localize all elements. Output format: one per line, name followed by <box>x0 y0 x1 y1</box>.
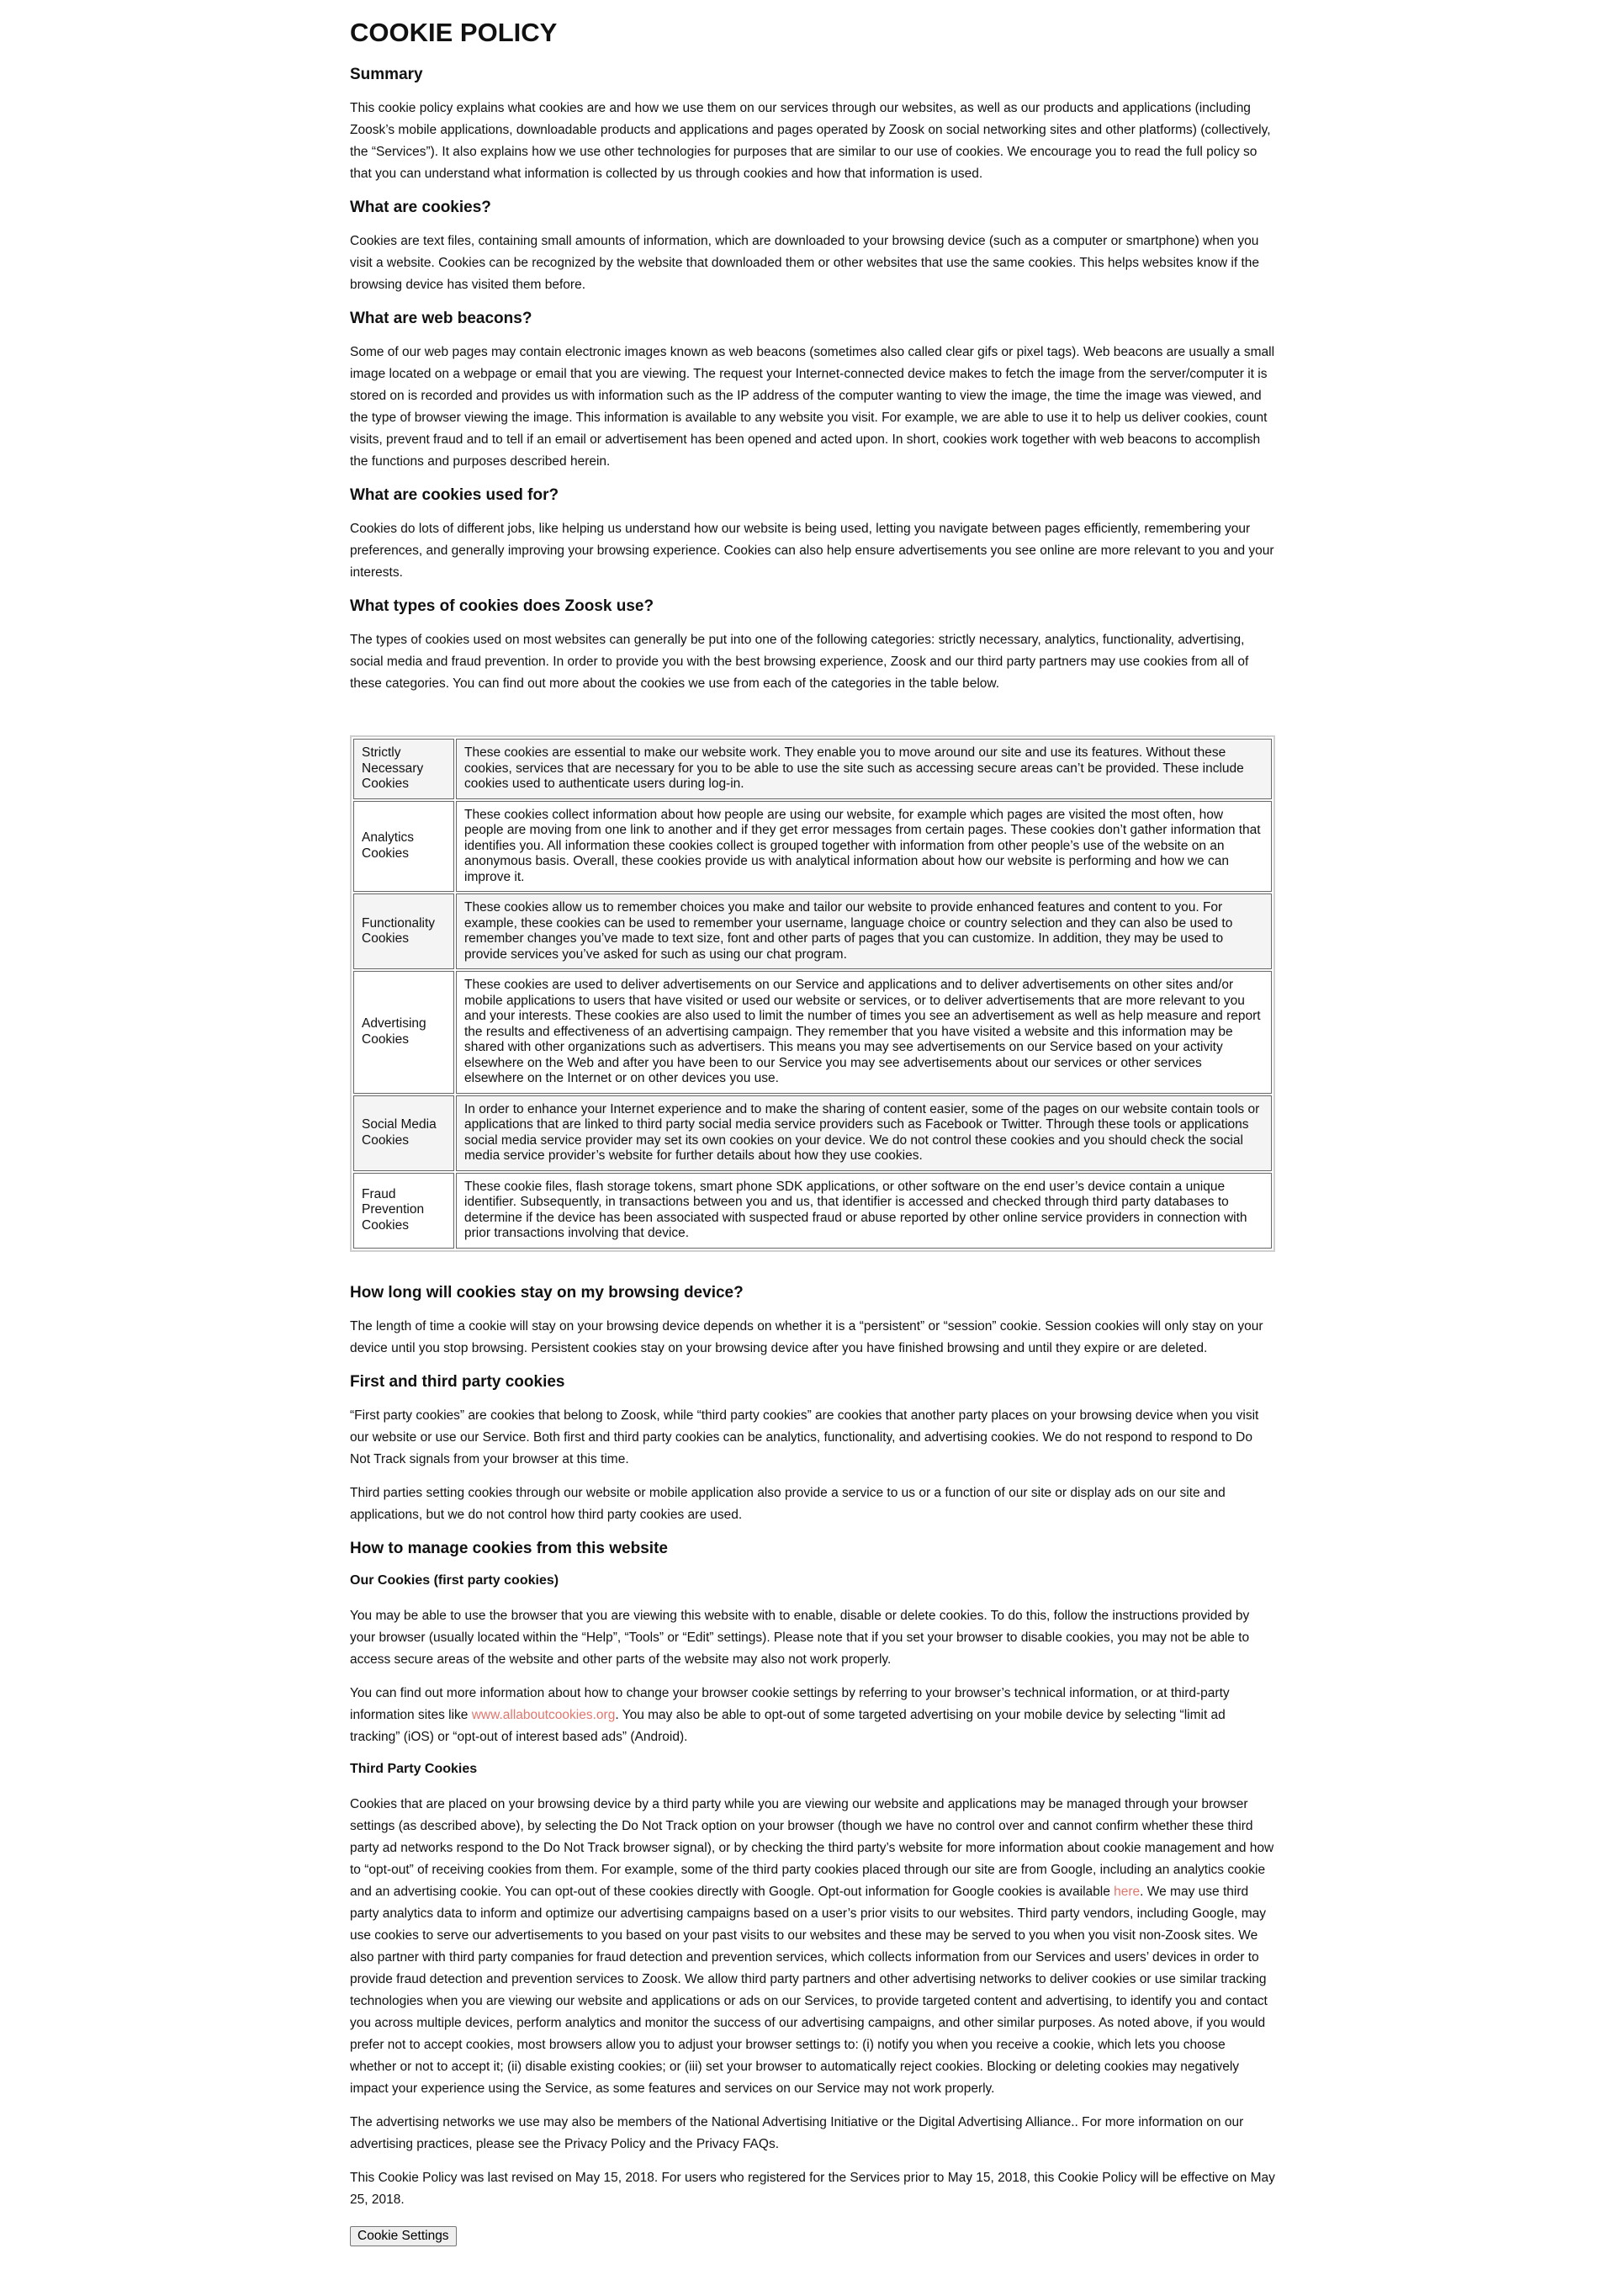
description-cell: In order to enhance your Internet experience and to make the sharing of content easier, some of the pages on our website contain tools or applications that are linked to third party social media service providers such as Facebook or Twitter. Through these tools or applications social media service provider may set its own cookies on your device. We do not control these cookies and you should check the social media service provider’s website for further details about how they use cookies. <box>456 1095 1272 1171</box>
summary-text: This cookie policy explains what cookies are and how we use them on our services through our websites, as well as our products and applications (including Zoosk’s mobile applications, downloadable products and applications and pages operated by Zoosk on social networking sites and other platforms) (collectively, the “Services”). It also explains how we use other technologies for purposes that are similar to our use of cookies. We encourage you to read the full policy so that you can understand what information is collected by us through cookies and how that information is used. <box>350 101 1271 181</box>
category-cell: Functionality Cookies <box>353 893 454 969</box>
description-cell: These cookies are essential to make our website work. They enable you to move around our site and use its features. Without these cookies, services that are necessary for you to be able to use the site such as accessing secure areas can’t be provided. These include cookies used to authenticate users during log-in. <box>456 739 1272 799</box>
web-beacons-heading: What are web beacons? <box>350 310 532 327</box>
third-party-cookies-text <box>350 1794 1275 2100</box>
third-party-text-before: Cookies that are placed on your browsing device by a third party while you are viewing our website and applications may be managed through your browser settings (as described above), by selecting the Do Not Track option on your browser (though we have no control over and cannot confirm whether these third party ad networks respond to the Do Not Track browser signal), or by checking the third party’s website for more information about cookie management and how to “opt-out” of receiving cookies from them. For example, some of the third party cookies placed through our site are from Google, including an analytics cookie and an advertising cookie. You can opt-out of these cookies directly with Google. Opt-out information for Google cookies is available <box>350 1796 1274 1899</box>
how-long-heading: How long will cookies stay on my browsing device? <box>350 1283 744 1302</box>
third-party-text-after: . We may use third party analytics data to inform and optimize our advertising campaigns based on a user’s prior visits to our websites. Third party vendors, including Google, may use cookies to serve our advertisements to you based on your past visits to our websites and these may be served to you when you visit non-Zoosk sites. We also partner with third party companies for fraud detection and prevention services, which collects information from our Services and users’ devices in order to provide fraud detection and prevention services to Zoosk. We allow third party partners and other advertising networks to deliver cookies or use similar tracking technologies when you are viewing our website and applications or ads on our Services, to provide targeted content and advertising, to identify you and contact you across multiple devices, perform analytics and monitor the success of our advertising campaigns, and other similar purposes. As noted above, if you would prefer not to accept cookies, most browsers allow you to adjust your browser settings to: (i) notify you when you receive a cookie, which lets you choose whether or not to accept it; (ii) disable existing cookies; or (iii) set your browser to automatically reject cookies. Blocking or deleting cookies may negatively impact your experience using the Service, as some features and services on our Service may not work properly. <box>350 1884 1268 2096</box>
cookies-used-for-heading: What are cookies used for? <box>350 486 559 504</box>
revised-date-text: This Cookie Policy was last revised on May 15, 2018. For users who registered for the Services prior to May 15, 2018, this Cookie Policy will be effective on May 25, 2018. <box>350 2170 1275 2207</box>
how-long-text: The length of time a cookie will stay on your browsing device depends on whether it is a “persistent” or “session” cookie. Session cookies will only stay on your device until you stop browsing. Persistent cookies stay on your browsing device after you have finished browsing and until they expire or are deleted. <box>350 1318 1263 1355</box>
category-cell: Analytics Cookies <box>353 801 454 893</box>
table-row <box>353 971 1272 1094</box>
first-third-party-text-2: Third parties setting cookies through our website or mobile application also provide a service to us or a function of our site or display ads on our site and applications, but we do not control how third party cookies are used. <box>350 1485 1226 1522</box>
table-row <box>353 893 1272 969</box>
table-row <box>353 801 1272 893</box>
manage-cookies-heading: How to manage cookies from this website <box>350 1539 668 1557</box>
table-row <box>353 1173 1272 1249</box>
category-cell: Advertising Cookies <box>353 971 454 1094</box>
first-third-party-heading: First and third party cookies <box>350 1372 565 1391</box>
google-opt-out-link[interactable]: here <box>1114 1884 1141 1899</box>
our-cookies-text-1: You may be able to use the browser that you are viewing this website with to enable, disable or delete cookies. To do this, follow the instructions provided by your browser (usually located within the “Help”, “Tools” or “Edit” settings). Please note that if you set your browser to disable cookies, you may not be able to access secure areas of the website and other parts of the website may also not work properly. <box>350 1608 1250 1667</box>
description-cell: These cookies are used to deliver advertisements on our Service and applications and to deliver advertisements on other sites and/or mobile applications to users that have visited or used our website or services, or to deliver advertisements that are more relevant to you and your interests. These cookies are also used to limit the number of times you see an advertisement as well as help measure and report the results and effectiveness of an advertising campaign. They remember that you have visited a website and this information may be shared with other organizations such as advertisers. This means you may see advertisements on our Service based on your activity elsewhere on the Web and after you have been to our Service you may see advertisements about our services or other services elsewhere on the Internet or on other devices you use. <box>456 971 1272 1094</box>
page-title: COOKIE POLICY <box>350 18 558 47</box>
category-cell: Strictly Necessary Cookies <box>353 739 454 799</box>
cookie-categories-table <box>350 735 1275 1252</box>
category-cell: Social Media Cookies <box>353 1095 454 1171</box>
summary-heading: Summary <box>350 66 423 83</box>
first-third-party-text-1: “First party cookies” are cookies that belong to Zoosk, while “third party cookies” are cookies that another party places on your browsing device when you visit our website or use our Service. Both first and third party cookies can be analytics, functionality, and advertising cookies. We do not respond to respond to Do Not Track signals from your browser at this time. <box>350 1408 1259 1466</box>
category-cell: Fraud Prevention Cookies <box>353 1173 454 1249</box>
our-cookies-text-2-before: You can find out more information about how to change your browser cookie settings by referring to your browser’s technical information, or at third-party information sites like <box>350 1685 1230 1722</box>
table-row <box>353 739 1272 799</box>
cookie-policy-page <box>350 0 1275 2255</box>
table-row <box>353 1095 1272 1171</box>
what-are-cookies-text: Cookies are text files, containing small amounts of information, which are downloaded to your browsing device (such as a computer or smartphone) when you visit a website. Cookies can be recognized by the website that downloaded them or other websites that use the same cookies. This helps websites know if the browsing device has visited them before. <box>350 234 1259 292</box>
advertising-networks-text: The advertising networks we use may also be members of the National Advertising Initiative or the Digital Advertising Alliance.. For more information on our advertising practices, please see the Privacy Policy and the Privacy FAQs. <box>350 2114 1244 2151</box>
description-cell: These cookies collect information about how people are using our website, for example which pages are visited the most often, how people are moving from one link to another and if they get error messages from certain pages. These cookies don’t gather information that identifies you. All information these cookies collect is grouped together with information from other people’s use of the website on an anonymous basis. Overall, these cookies provide us with analytical information about how our website is performing and how we can improve it. <box>456 801 1272 893</box>
allaboutcookies-link[interactable]: www.allaboutcookies.org <box>471 1707 616 1722</box>
third-party-cookies-heading: Third Party Cookies <box>350 1761 478 1776</box>
our-cookies-text-2-after: . You may also be able to opt-out of some targeted advertising on your mobile device by selecting “limit ad tracking” (iOS) or “opt-out of interest based ads” (Android). <box>350 1707 1226 1744</box>
web-beacons-text: Some of our web pages may contain electronic images known as web beacons (sometimes also called clear gifs or pixel tags). Web beacons are usually a small image located on a webpage or email that you are viewing. The request your Internet-connected device makes to fetch the image from the server/computer it is stored on is recorded and provides us with information such as the IP address of the computer wanting to view the image, the time the image was viewed, and the type of browser viewing the image. This information is available to any website you visit. For example, we are able to use it to help us deliver cookies, count visits, prevent fraud and to tell if an email or advertisement has been opened and acted upon. In short, cookies work together with web beacons to accomplish the functions and purposes described herein. <box>350 345 1275 469</box>
description-cell: These cookies allow us to remember choices you make and tailor our website to provide enhanced features and content to you. For example, these cookies can be used to remember your username, language choice or country selection and they can also be used to remember changes you’ve made to text size, font and other parts of pages that you can customize. In addition, they may be used to provide services you’ve asked for such as using our chat program. <box>456 893 1272 969</box>
cookie-settings-button[interactable]: Cookie Settings <box>350 2226 457 2246</box>
our-cookies-heading: Our Cookies (first party cookies) <box>350 1572 559 1588</box>
what-are-cookies-heading: What are cookies? <box>350 199 491 216</box>
cookies-used-for-text: Cookies do lots of different jobs, like helping us understand how our website is being used, letting you navigate between pages efficiently, remembering your preferences, and generally improving your browsing experience. Cookies can also help ensure advertisements you see online are more relevant to you and your interests. <box>350 522 1274 580</box>
cookie-types-text: The types of cookies used on most websites can generally be put into one of the following categories: strictly necessary, analytics, functionality, advertising, social media and fraud prevention. In order to provide you with the best browsing experience, Zoosk and our third party partners may use cookies from all of these categories. You can find out more about the cookies we use from each of the categories in the table below. <box>350 633 1249 691</box>
cookie-types-heading: What types of cookies does Zoosk use? <box>350 597 654 615</box>
description-cell: These cookie files, flash storage tokens, smart phone SDK applications, or other software on the end user’s device contain a unique identifier. Subsequently, in transactions between you and us, that identifier is accessed and checked through third party databases to determine if the device has been associated with suspected fraud or abuse reported by other online service providers in connection with prior transactions involving that device. <box>456 1173 1272 1249</box>
our-cookies-text-2 <box>350 1683 1275 1748</box>
